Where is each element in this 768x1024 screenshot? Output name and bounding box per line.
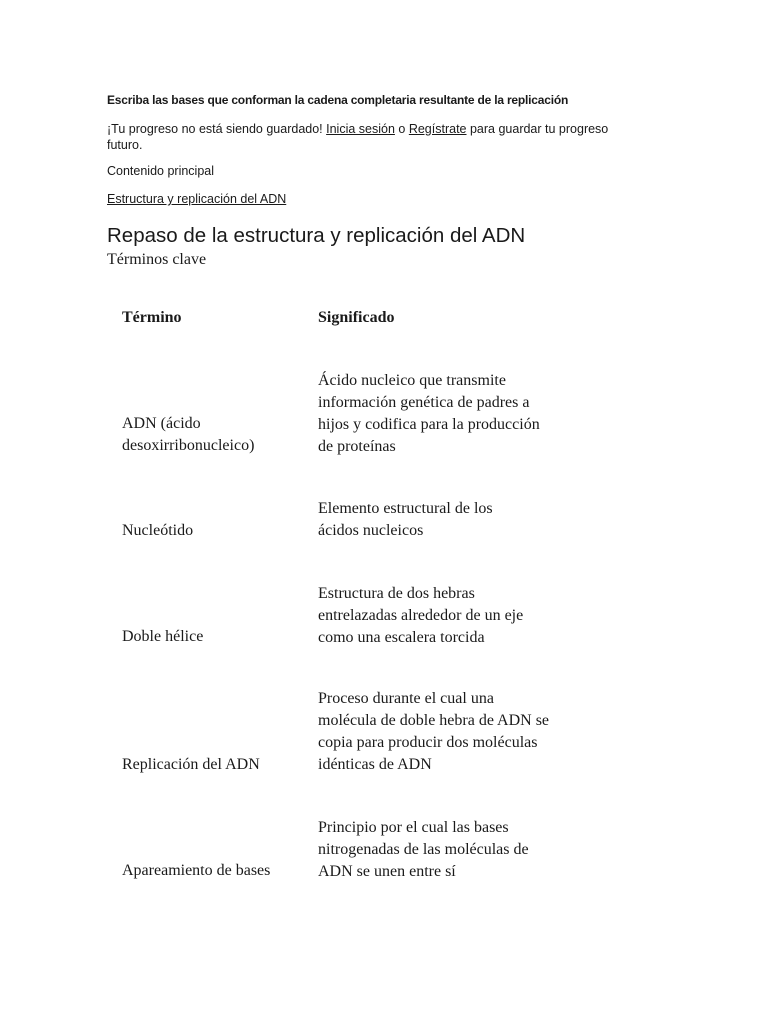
progress-or: o bbox=[394, 122, 409, 136]
term-cell: Nucleótido bbox=[122, 522, 194, 539]
instruction-heading: Escriba las bases que conforman la cadena completaria resultante de la replicación bbox=[107, 93, 569, 107]
progress-prefix: ¡Tu progreso no está siendo guardado! bbox=[107, 122, 327, 136]
meaning-cell: Principio por el cual las bases nitrogenadas de las moléculas de ADN se unen entre sí bbox=[318, 819, 529, 880]
page-subtitle: Términos clave bbox=[107, 251, 207, 268]
meaning-cell: Estructura de dos hebras entrelazadas alrededor de un eje como una escalera torcida bbox=[318, 585, 524, 646]
login-link[interactable]: Inicia sesión bbox=[326, 122, 395, 136]
page-title: Repaso de la estructura y replicación del ADN bbox=[107, 224, 526, 247]
term-cell: Apareamiento de bases bbox=[122, 862, 271, 879]
term-cell: Doble hélice bbox=[122, 628, 204, 645]
section-link[interactable]: Estructura y replicación del ADN bbox=[107, 192, 287, 206]
column-header-meaning: Significado bbox=[318, 309, 395, 326]
main-content-label: Contenido principal bbox=[107, 164, 215, 178]
meaning-cell: Ácido nucleico que transmite información genética de padres a hijos y codifica para la producción de proteínas bbox=[318, 372, 540, 455]
meaning-cell: Elemento estructural de los ácidos nucleicos bbox=[318, 500, 493, 539]
column-header-term: Término bbox=[122, 309, 182, 326]
progress-notice bbox=[107, 121, 647, 153]
meaning-cell: Proceso durante el cual una molécula de doble hebra de ADN se copia para producir dos moléculas idénticas de ADN bbox=[318, 690, 550, 773]
term-cell: Replicación del ADN bbox=[122, 756, 260, 773]
progress-suffix: para guardar tu progreso futuro. bbox=[107, 122, 609, 152]
register-link[interactable]: Regístrate bbox=[408, 122, 467, 136]
term-cell: ADN (ácido desoxirribonucleico) bbox=[122, 415, 255, 454]
